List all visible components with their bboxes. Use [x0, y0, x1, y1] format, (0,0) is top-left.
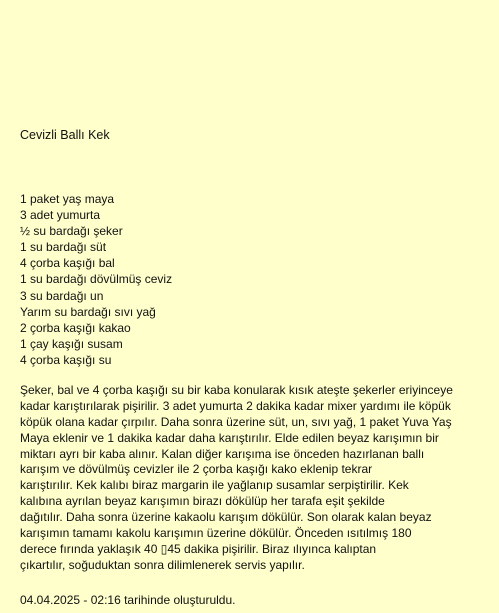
ingredient-item: 3 su bardağı un [20, 288, 104, 303]
instruction-line: kalıbına ayrılan beyaz karışımın birazı dökülüp her tarafa eşit şekilde [20, 494, 385, 509]
instruction-line: çıkartılır, soğuduktan sonra dilimlenerek servis yapılır. [20, 557, 305, 572]
instruction-line: Şeker, bal ve 4 çorba kaşığı su bir kaba konularak kısık ateşte şekerler eriyinceye [20, 383, 453, 397]
instruction-line: köpük olana kadar çırpılır. Daha sonra üzerine süt, un, sıvı yağ, 1 paket Yuva Yaş [20, 414, 452, 429]
ingredient-item: 4 çorba kaşığı bal [20, 256, 115, 271]
instruction-line: karıştırılır. Kek kalıbı biraz margarin ile yağlanıp susamlar serpiştirilir. Kek [20, 478, 409, 493]
ingredient-item: Yarım su bardağı sıvı yağ [20, 304, 156, 319]
ingredient-item: 1 su bardağı süt [20, 240, 107, 255]
ingredient-item: 2 çorba kaşığı kakao [20, 320, 131, 335]
instructions-paragraph [20, 383, 490, 574]
instruction-line: karışım ve dövülmüş cevizler ile 2 çorba kaşığı kako eklenip tekrar [20, 462, 373, 477]
created-timestamp: 04.04.2025 - 02:16 tarihinde oluşturuldu. [20, 593, 236, 607]
ingredient-item: 1 paket yaş maya [20, 192, 115, 206]
recipe-title: Cevizli Ballı Kek [20, 128, 110, 142]
ingredient-item: 3 adet yumurta [20, 208, 101, 223]
instruction-line: kadar karıştırılarak pişirilir. 3 adet yumurta 2 dakika kadar mixer yardımı ile köpük [20, 398, 451, 413]
instruction-line: Maya eklenir ve 1 dakika kadar daha karıştırılır. Elde edilen beyaz karışımın bir [20, 430, 439, 445]
ingredient-item: ½ su bardağı şeker [20, 224, 123, 239]
ingredient-item: 1 çay kaşığı susam [20, 336, 123, 351]
ingredient-item: 1 su bardağı dövülmüş ceviz [20, 272, 173, 287]
ingredients-list [20, 191, 172, 368]
instruction-line: dağıtılır. Daha sonra üzerine kakaolu karışım dökülür. Son olarak kalan beyaz [20, 510, 432, 525]
instruction-line: miktarı ayrı bir kaba alınır. Kalan diğer karışıma ise önceden hazırlanan ballı [20, 446, 425, 461]
instruction-line: derece fırında yaklaşık 40 ▯45 dakika pişirilir. Biraz ılıyınca kalıptan [20, 541, 377, 556]
instruction-line: karışımın tamamı kakolu karışımın üzerine dökülür. Önceden ısıtılmış 180 [20, 526, 412, 541]
ingredient-item: 4 çorba kaşığı su [20, 352, 112, 367]
